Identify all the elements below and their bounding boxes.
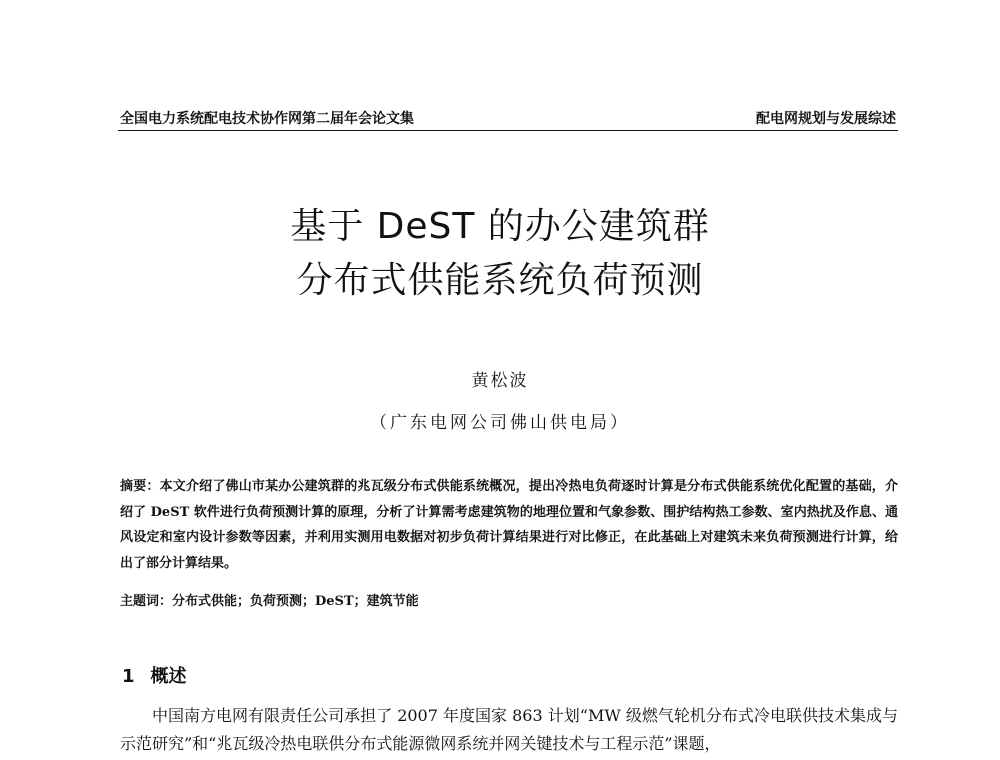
keywords-label: 主题词： [120,594,173,609]
keywords-text: 分布式供能；负荷预测；DeST；建筑节能 [172,594,419,609]
header-proceedings-title: 全国电力系统配电技术协作网第二届年会论文集 [120,111,414,127]
paper-title-line-2: 分布式供能系统负荷预测 [296,260,704,301]
paper-title [0,200,1000,308]
author-affiliation: （广东电网公司佛山供电局） [370,413,630,433]
section-number: 1 [122,666,135,687]
keywords [120,590,898,609]
abstract [120,474,898,576]
abstract-text: 本文介绍了佛山市某办公建筑群的兆瓦级分布式供能系统概况，提出冷热电负荷逐时计算是分布式供能系统优化配置的基础，介绍了 DeST 软件进行负荷预测计算的原理，分析了计算需考虑建筑物的地理位置和气象参数、围护结构热工参数、室内热扰及作息、通风设定和室内设计参数等因素，并利用实测用电数据对初步负荷计算结果进行对比修正，在此基础上对建筑未来负荷预测进行计算，给出了部分计算结果。 [120,479,898,571]
paper-title-line-1: 基于 DeST 的办公建筑群 [290,206,710,247]
section-title: 概述 [150,666,187,687]
author-name: 黄松波 [471,371,529,391]
section-paragraph: 中国南方电网有限责任公司承担了 2007 年度国家 863 计划“MW 级燃气轮机分布式冷电联供技术集成与示范研究”和“兆瓦级冷热电联供分布式能源微网系统并网关键技术与工程示范”课题， [120,706,898,753]
running-header [118,102,898,131]
abstract-label: 摘要： [120,479,160,494]
header-section-title: 配电网规划与发展综述 [756,111,896,127]
section-heading [122,662,187,688]
